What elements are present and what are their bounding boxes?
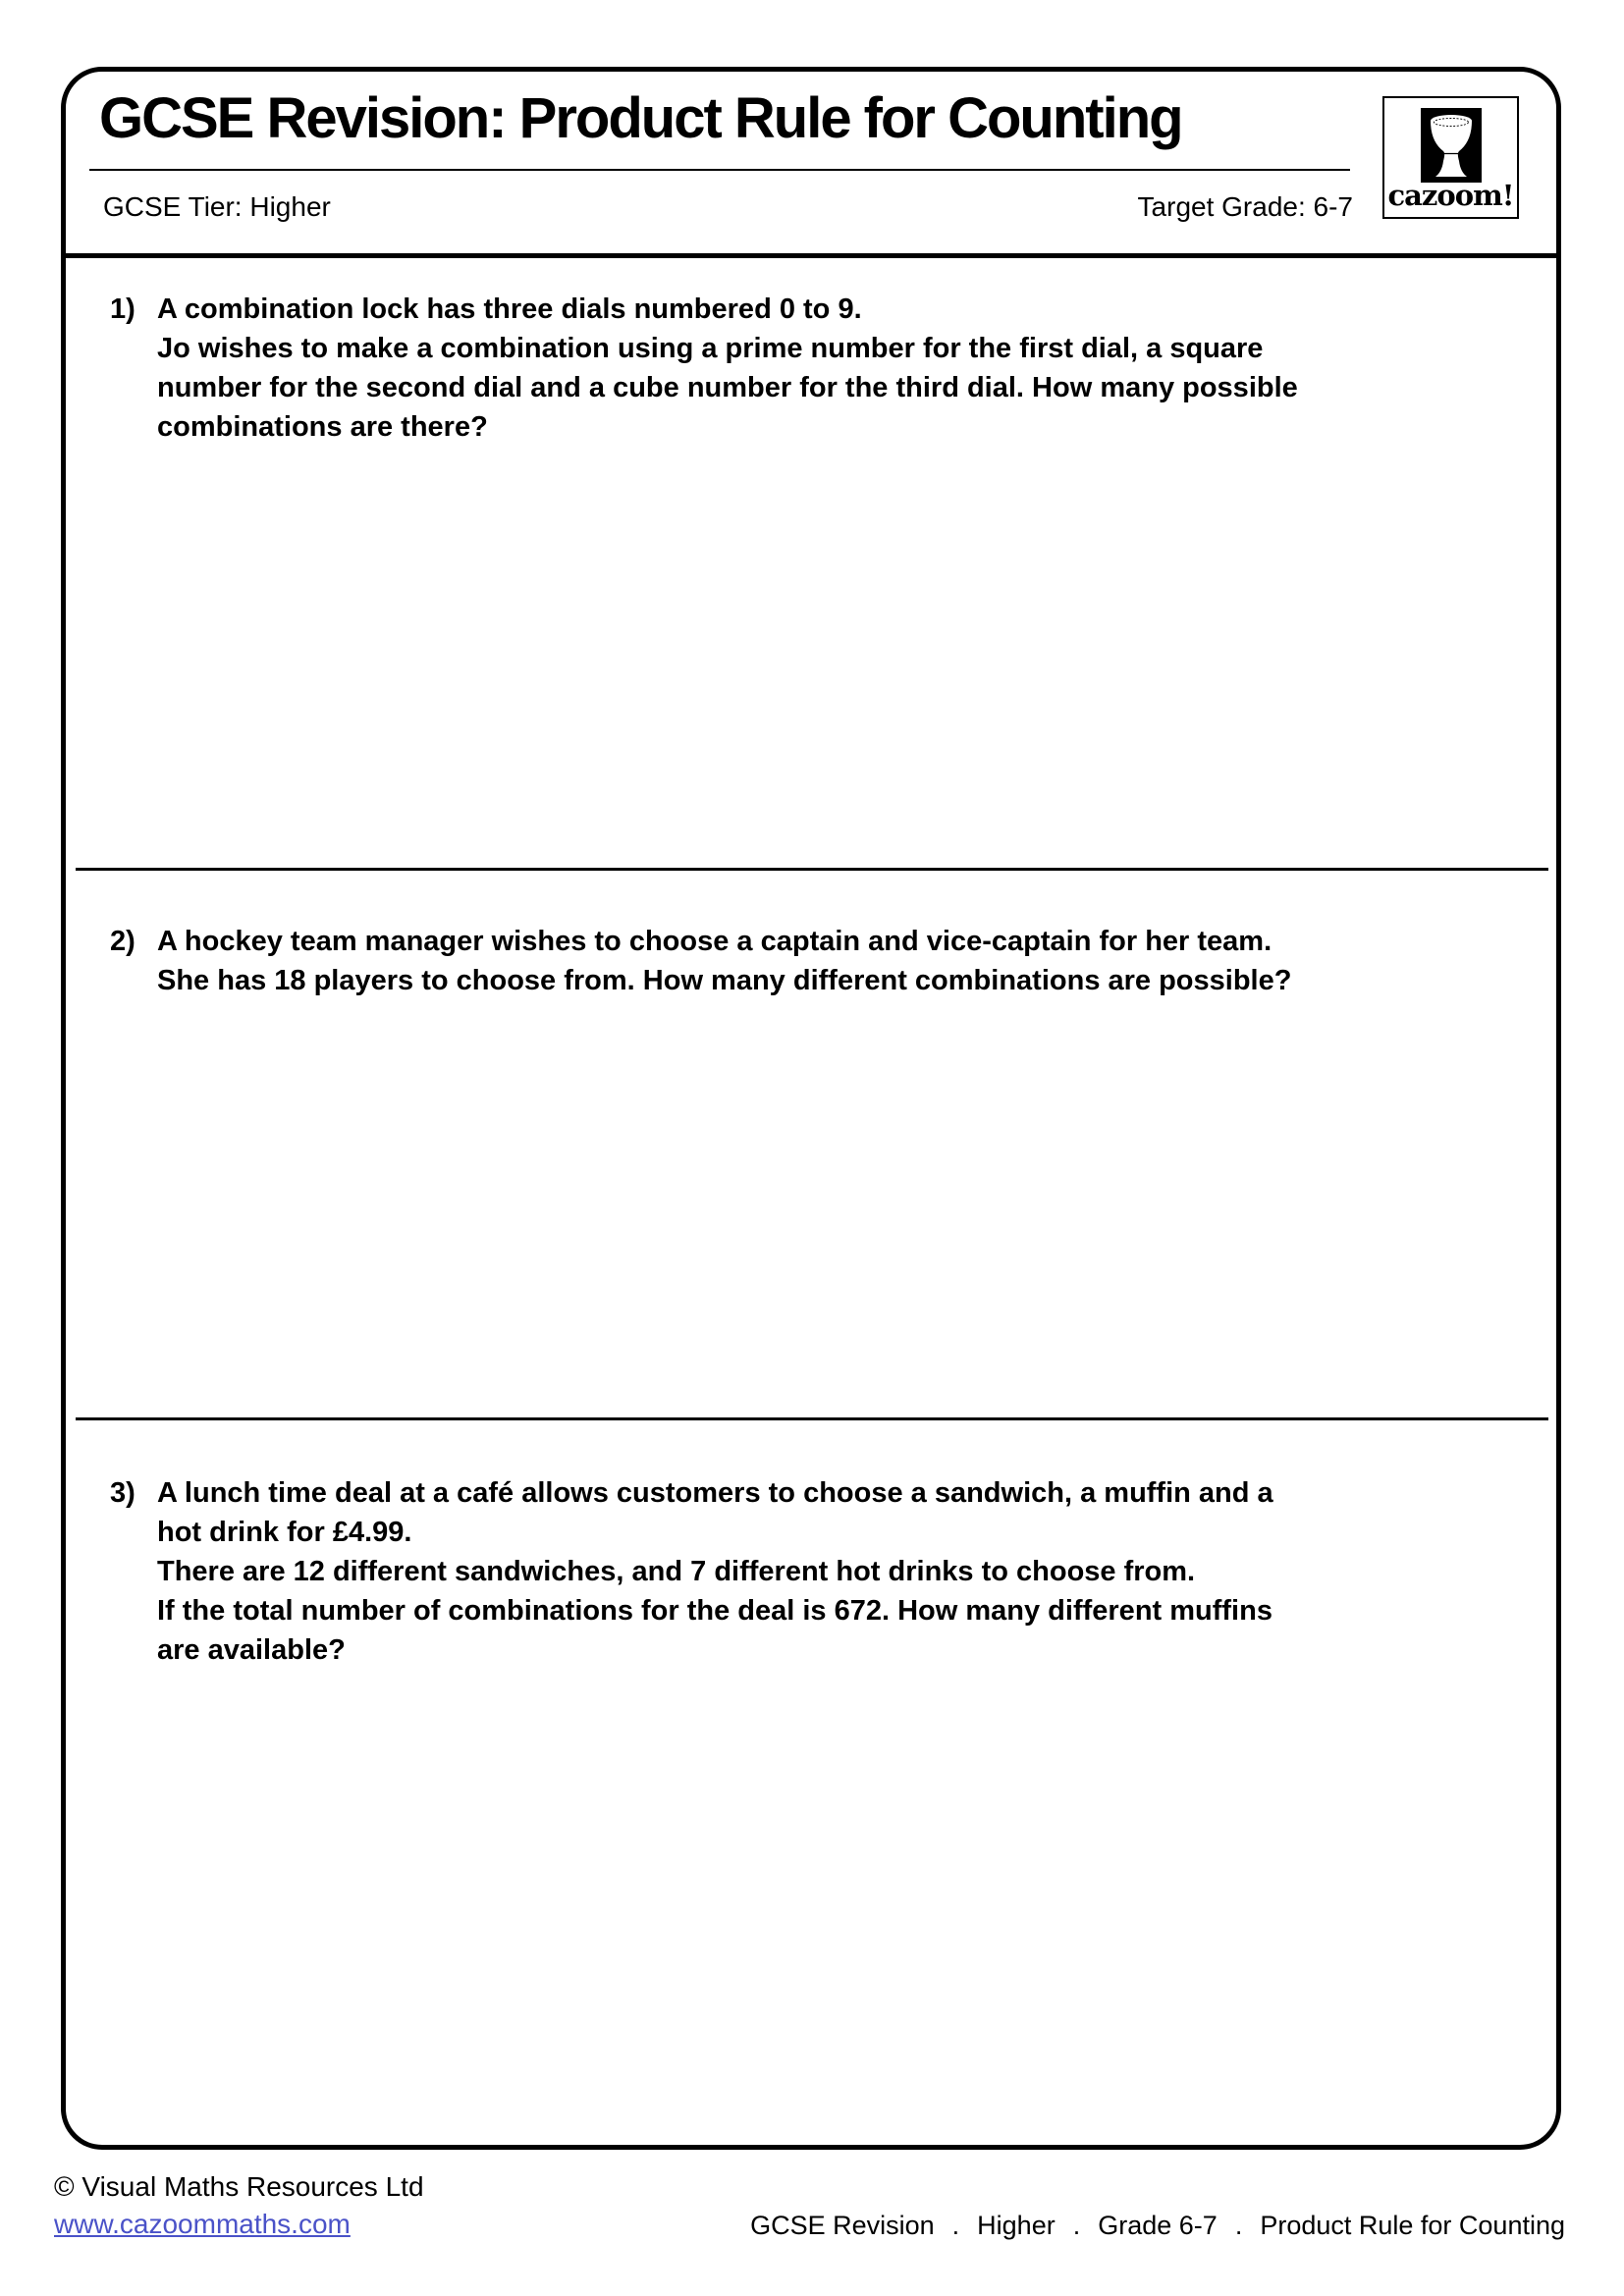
breadcrumb-item: Higher xyxy=(977,2211,1056,2240)
question-line: are available? xyxy=(157,1634,346,1666)
question-line: If the total number of combinations for the deal is 672. How many different muffins xyxy=(157,1595,1272,1627)
cazoom-logo-text: cazoom! xyxy=(1387,179,1514,212)
copyright-text: © Visual Maths Resources Ltd xyxy=(54,2171,424,2202)
question-line: A lunch time deal at a café allows customers to choose a sandwich, a muffin and a xyxy=(157,1477,1273,1509)
breadcrumb-item: Product Rule for Counting xyxy=(1260,2211,1565,2240)
questions-area xyxy=(66,258,1556,2145)
answer-space-2 xyxy=(110,1043,1527,1044)
title-underline xyxy=(89,169,1350,171)
question-3-text xyxy=(157,1473,1527,1670)
answer-space-1 xyxy=(110,504,1527,505)
question-2-number: 2) xyxy=(110,926,135,957)
question-line: A hockey team manager wishes to choose a captain and vice-captain for her team. xyxy=(157,926,1272,957)
question-1-text xyxy=(157,290,1527,447)
question-line: number for the second dial and a cube number for the third dial. How many possible xyxy=(157,372,1298,403)
question-divider-2 xyxy=(76,1417,1548,1420)
question-divider-1 xyxy=(76,868,1548,871)
question-line: A combination lock has three dials numbered 0 to 9. xyxy=(157,294,862,325)
breadcrumb-separator: . xyxy=(951,2211,960,2240)
breadcrumb-item: GCSE Revision xyxy=(750,2211,935,2240)
breadcrumb-item: Grade 6-7 xyxy=(1098,2211,1218,2240)
djembe-drum-icon xyxy=(1421,108,1482,183)
question-line: She has 18 players to choose from. How many different combinations are possible? xyxy=(157,965,1292,996)
breadcrumb xyxy=(750,2211,1565,2241)
question-line: hot drink for £4.99. xyxy=(157,1517,412,1548)
cazoom-logo xyxy=(1382,96,1519,219)
target-grade-label: Target Grade: 6-7 xyxy=(1137,191,1353,222)
question-1 xyxy=(110,290,1527,447)
question-line: There are 12 different sandwiches, and 7 different hot drinks to choose from. xyxy=(157,1556,1196,1587)
answer-space-3 xyxy=(110,1731,1527,1732)
question-line: Jo wishes to make a combination using a prime number for the first dial, a square xyxy=(157,333,1264,364)
question-line: combinations are there? xyxy=(157,411,488,443)
worksheet-header xyxy=(66,72,1556,258)
question-3-number: 3) xyxy=(110,1477,135,1509)
website-link[interactable]: www.cazoommaths.com xyxy=(54,2209,351,2239)
question-1-number: 1) xyxy=(110,294,135,325)
worksheet-border-box xyxy=(61,67,1561,2150)
breadcrumb-separator: . xyxy=(1234,2211,1243,2240)
question-3 xyxy=(110,1473,1527,1670)
page-title: GCSE Revision: Product Rule for Counting xyxy=(99,86,1182,150)
tier-label: GCSE Tier: Higher xyxy=(103,191,331,222)
breadcrumb-separator: . xyxy=(1072,2211,1081,2240)
question-2-text xyxy=(157,922,1527,1000)
question-2 xyxy=(110,922,1527,1000)
